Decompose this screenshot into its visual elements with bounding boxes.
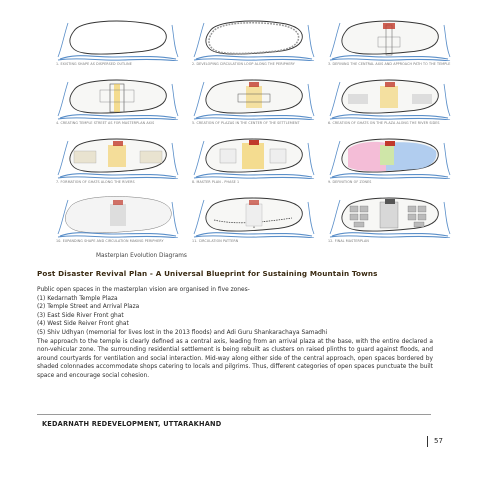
zone-item: (5) Shiv Udhyan (memorial for lives lost in the 2013 floods) and Adi Guru Shankarachaya Samadhi — [37, 329, 328, 336]
masterplan-diagram — [192, 194, 316, 246]
zone-item: (4) West Side Reiver Front ghat — [37, 321, 129, 328]
masterplan-diagram — [56, 135, 180, 187]
footer-title: KEDARNATH REDEVELOPMENT, UTTARAKHAND — [42, 420, 222, 428]
footer-divider — [37, 414, 431, 415]
masterplan-diagram — [328, 76, 452, 128]
figure-caption: Masterplan Evolution Diagrams — [96, 253, 187, 259]
diagram-caption: 4. CREATING TEMPLE STREET AS FOR MASTERPLAN AXIS — [56, 121, 155, 125]
masterplan-diagram-drawing — [192, 76, 316, 120]
diagram-caption: 12. FINAL MASTERPLAN — [328, 239, 369, 243]
masterplan-diagram-drawing — [328, 135, 452, 179]
diagram-caption: 3. DEFINING THE CENTRAL AXIS AND APPROACH PATH TO THE TEMPLE — [328, 62, 451, 66]
body-text — [37, 286, 433, 381]
masterplan-diagram-drawing — [192, 17, 316, 61]
zone-item: (3) East Side River Front ghat — [37, 312, 124, 319]
intro-line: Public open spaces in the masterplan vision are organised in five zones- — [37, 287, 250, 293]
body-paragraph: The approach to the temple is clearly defined as a central axis, leading from an arrival plaza at the base, with the entire declared a non-vehicular zone. The surrounding residential settlement is being rebuilt as clusters on raised plinths to guard against floods, and around courtyards for ventilation and social interaction. Mid-way along either side of the central approach, open spaces bordered by shaded colonnades accommodate shops catering to locals and pilgrims. Thus, different categories of open spaces punctuate the built space and encourage social cohesion. — [37, 338, 433, 379]
diagram-caption: 10. EXPANDING SHAPE AND CIRCULATION MAKING PERIPHERY — [56, 239, 164, 243]
diagram-caption: 2. DEVELOPING CIRCULATION LOOP ALONG THE PERIPHERY — [192, 62, 295, 66]
zone-item: (1) Kedarnath Temple Plaza — [37, 295, 118, 302]
diagram-caption: 5. CREATION OF PLAZAS IN THE CENTER OF THE SETTLEMENT — [192, 121, 300, 125]
diagram-caption: 6. CREATION OF GHATS ON THE PLAZA ALONG THE RIVER SIDES — [328, 121, 440, 125]
masterplan-diagram-drawing — [328, 76, 452, 120]
masterplan-diagram-drawing — [328, 17, 452, 61]
diagram-caption: 11. CIRCULATION PATTERN — [192, 239, 239, 243]
masterplan-diagram — [192, 135, 316, 187]
masterplan-diagram-drawing — [192, 135, 316, 179]
masterplan-diagram — [56, 76, 180, 128]
masterplan-diagram — [328, 194, 452, 246]
masterplan-diagram-drawing — [56, 17, 180, 61]
diagram-caption: 8. MASTER PLAN - PHASE 1 — [192, 180, 240, 184]
masterplan-diagram — [328, 17, 452, 69]
masterplan-diagram-drawing — [328, 194, 452, 238]
zone-item: (2) Temple Street and Arrival Plaza — [37, 304, 140, 311]
diagram-caption: 1. EXISTING SHAPE AS DISPERSED OUTLINE — [56, 62, 132, 66]
masterplan-diagram-drawing — [192, 194, 316, 238]
section-title: Post Disaster Revival Plan - A Universal Blueprint for Sustaining Mountain Towns — [37, 269, 378, 278]
masterplan-diagram — [56, 194, 180, 246]
masterplan-diagram-drawing — [56, 135, 180, 179]
page-number: 57 — [434, 437, 443, 445]
page-number-bar — [427, 436, 428, 447]
masterplan-diagram — [192, 76, 316, 128]
masterplan-diagram-drawing — [56, 76, 180, 120]
diagram-caption: 7. FORMATION OF GHATS ALONG THE RIVERS — [56, 180, 135, 184]
masterplan-diagram-drawing — [56, 194, 180, 238]
masterplan-diagram — [56, 17, 180, 69]
diagram-caption: 9. DEFINITION OF ZONES — [328, 180, 372, 184]
masterplan-diagram — [328, 135, 452, 187]
masterplan-diagram — [192, 17, 316, 69]
